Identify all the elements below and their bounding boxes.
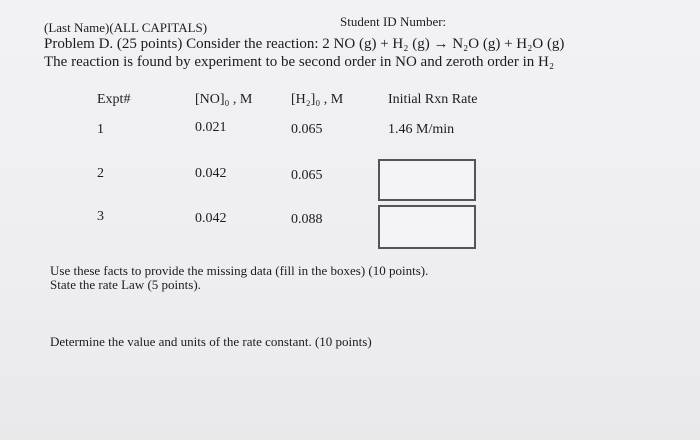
student-id-label: Student ID Number:	[340, 14, 447, 29]
row2-no: 0.042	[195, 166, 227, 181]
row3-h2: 0.088	[291, 212, 323, 227]
header-initial-rate: Initial Rxn Rate	[388, 92, 478, 107]
row3-no: 0.042	[195, 211, 227, 226]
problem-statement: Problem D. (25 points) Consider the reaction: 2 NO (g) + H₂ (g) → N₂O (g) + H₂O (g)	[44, 36, 565, 52]
row3-expt: 3	[97, 209, 104, 224]
row2-rate-answer-box[interactable]	[378, 159, 476, 201]
row3-rate-answer-box[interactable]	[378, 205, 476, 249]
row1-expt: 1	[97, 122, 104, 137]
row2-h2: 0.065	[291, 168, 323, 183]
header-expt: Expt#	[97, 92, 131, 107]
rate-constant-question: Determine the value and units of the rate constant. (10 points)	[50, 334, 372, 349]
row1-h2: 0.065	[291, 122, 323, 137]
row1-rate: 1.46 M/min	[388, 122, 455, 137]
rate-law-question: State the rate Law (5 points).	[50, 277, 201, 292]
header-no-conc: [NO]₀ , M	[195, 92, 253, 107]
last-name-prompt: (Last Name)(ALL CAPITALS)	[44, 20, 208, 35]
row1-no: 0.021	[195, 120, 227, 135]
row2-expt: 2	[97, 166, 104, 181]
header-h2-conc: [H₂]₀ , M	[291, 92, 344, 107]
order-note: The reaction is found by experiment to be second order in NO and zeroth order in H₂	[44, 54, 555, 70]
fill-boxes-question: Use these facts to provide the missing data (fill in the boxes) (10 points).	[50, 263, 429, 278]
